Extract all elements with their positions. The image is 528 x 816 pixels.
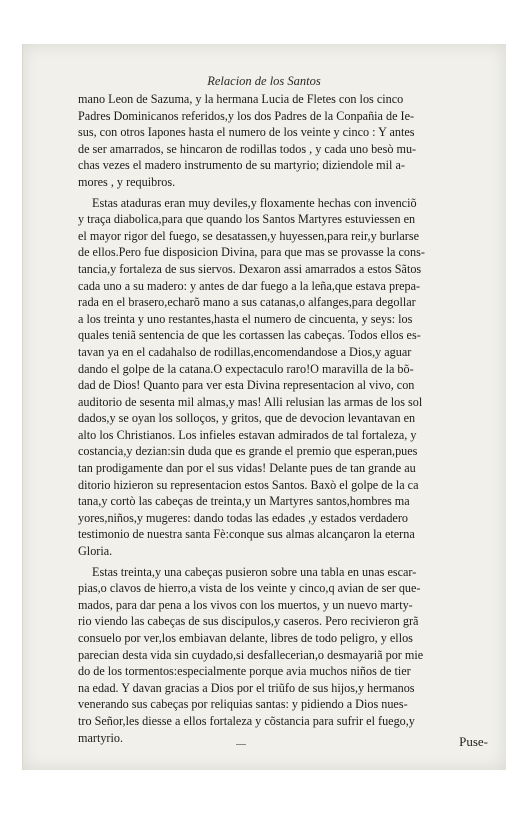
running-head: Relacion de los Santos (207, 74, 321, 88)
text-line: auditorio de sesenta mil almas,y mas! Alli relusian las armas de los sol (78, 394, 423, 409)
text-line: Estas ataduras eran muy deviles,y floxamente hechas con invenciõ (92, 195, 417, 210)
paragraph (78, 195, 478, 560)
text-line: alto los Christianos. Los infieles estavan admirados de tal fortaleza, y (78, 427, 417, 442)
text-line: costancia,y dezian:sin duda que es grande el premio que esperan,pues (78, 444, 418, 459)
text-line: el mayor rigor del fuego, se desatassen,y huyessen,para reir,y burlarse (78, 228, 419, 243)
text-line: dad de Dios! Quanto para ver esta Divina representacion al vivo, con (78, 378, 415, 393)
text-line: Padres Dominicanos referidos,y los dos Padres de la Conpañia de Ie- (78, 108, 415, 123)
text-line: tan prodigamente dan por el sus vidas! Delante pues de tan grande au (78, 461, 416, 476)
text-line: de ser amarrados, se hincaron de rodillas todos , y cada uno besò mu- (78, 141, 417, 156)
text-line: quales teniã sentencia de que les cortassen las cabeças. Todos ellos es- (78, 328, 421, 343)
paragraph (78, 564, 478, 747)
catchword: Puse- (459, 734, 488, 749)
text-line: de ellos.Pero fue disposicion Divina, para que mas se provasse la cons- (78, 245, 425, 260)
ink-mark (236, 744, 246, 745)
text-line: tro Señor,les diesse a ellos fortaleza y cõstancia para sufrir el fuego,y (78, 713, 415, 728)
text-line: y traça diabolica,para que quando los Santos Martyres estuviessen en (78, 212, 416, 227)
text-line: venerando sus cabeças por reliquias santas: y pidiendo a Dios nues- (78, 697, 408, 712)
text-line: sus, con otros Iapones hasta el numero de los veinte y cinco : Y antes (78, 125, 415, 140)
text-line: tavan ya en el cadahalso de rodillas,encomendandose a Dios,y aguar (78, 344, 412, 359)
text-line: dados,y se oyan los solloços, y gritos, que de devocion levantavan en (78, 411, 416, 426)
text-line: mados, para dar pena a los vivos con los muertos, y un nuevo marty- (78, 597, 413, 612)
text-line: Gloria. (78, 544, 113, 559)
text-line: tana,y cortò las cabeças de treinta,y un Martyres santos,hombres ma (78, 494, 410, 509)
text-line: a los treinta y uno restantes,hasta el numero de cincuenta, y seys: los (78, 311, 413, 326)
text-line: yores,niños,y mugeres: dando todas las edades ,y estados verdadero (78, 510, 408, 525)
text-line: rio viendo las cabeças de sus discipulos,y caseros. Pero recivieron grã (78, 614, 419, 629)
text-line: do de los tormentos:especialmente porque avia muchos niños de tier (78, 664, 411, 679)
page-edge (22, 44, 23, 770)
text-line: dando el golpe de la catana.O expectaculo raro!O maravilla de la bõ- (78, 361, 414, 376)
text-line: consuelo por ver,los embiavan delante, libres de todo peligro, y ellos (78, 631, 413, 645)
text-line: Estas treinta,y una cabeças pusieron sobre una tabla en unas escar- (92, 564, 417, 579)
text-line: cada uno a su madero: y antes de dar fuego a la leña,que estava prepa- (78, 278, 421, 293)
paragraph (78, 91, 478, 191)
text-line: tancia,y fortaleza de sus siervos. Dexaron assi amarrados a estos Sãtos (78, 261, 422, 276)
text-line: mores , y requibros. (78, 174, 176, 189)
text-line: martyrio. (78, 730, 124, 745)
text-line: mano Leon de Sazuma, y la hermana Lucia de Fletes con los cinco (78, 92, 404, 106)
text-line: pias,o clavos de hierro,a vista de los veinte y cinco,q avian de ser que- (78, 581, 421, 596)
text-line: parecian desta vida sin cuydado,si desfallecerian,o desmayariã por mie (78, 647, 424, 662)
text-line: rada en el brasero,echarõ mano a sus catanas,o alfanges,para degollar (78, 295, 416, 310)
text-line: testimonio de nuestra santa Fè:conque sus almas alcançaron la eterna (78, 527, 415, 542)
body-text (78, 91, 478, 746)
book-page (22, 44, 506, 770)
text-line: ditorio hizieron su representacion estos Santos. Baxò el golpe de la ca (78, 477, 419, 492)
text-line: chas vezes el madero instrumento de su martyrio; diziendole mil a- (78, 158, 405, 173)
text-line: na edad. Y davan gracias a Dios por el triũfo de sus hijos,y hermanos (78, 680, 415, 695)
